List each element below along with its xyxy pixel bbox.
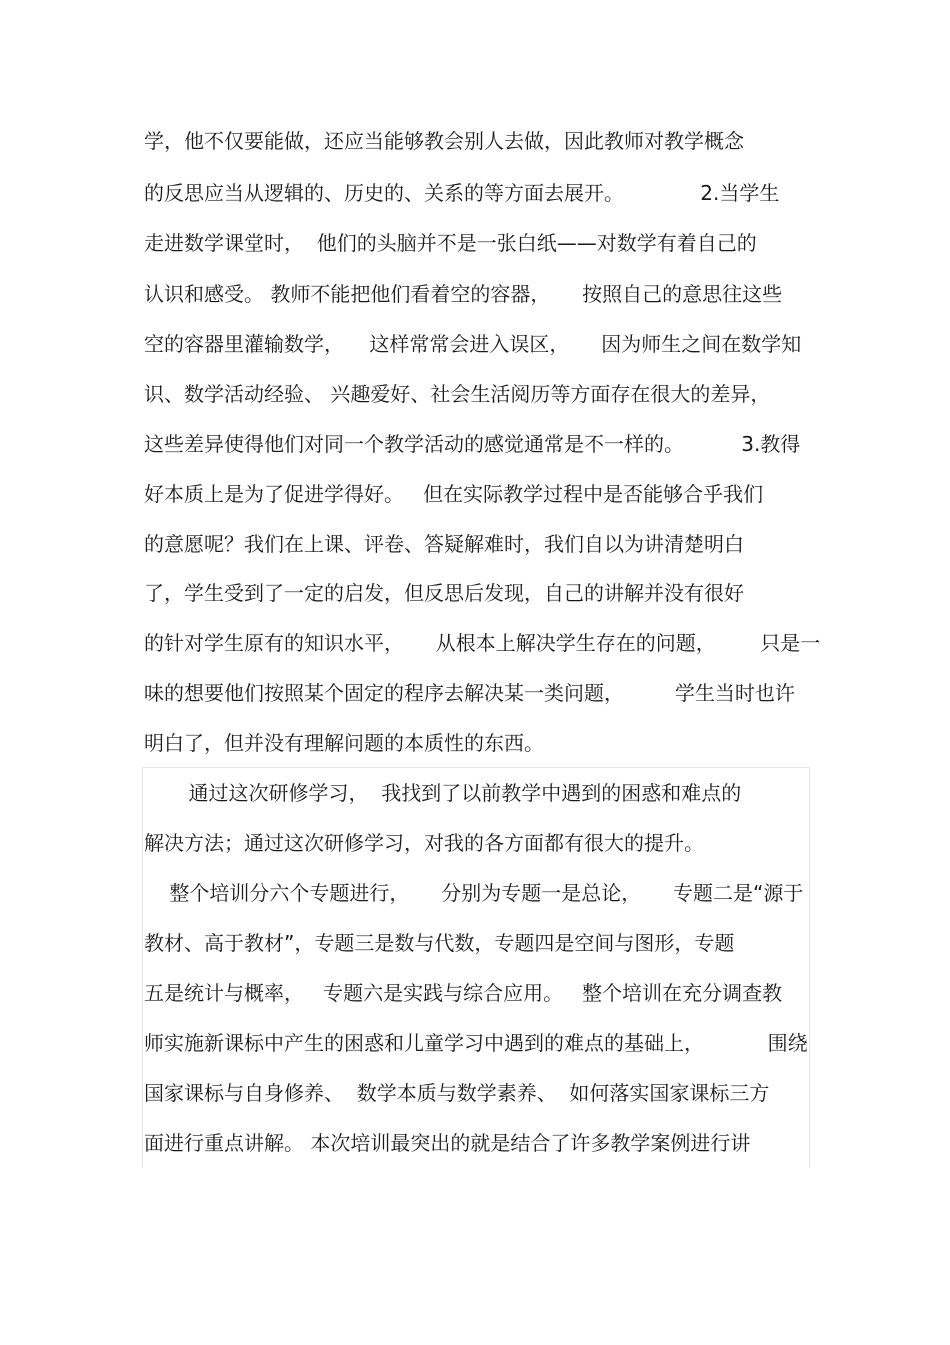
text-line: 好本质上是为了促进学得好。 但在实际教学过程中是否能够合乎我们 [144,482,764,506]
text-line: 的意愿呢？我们在上课、评卷、答疑解难时，我们自以为讲清楚明白 [144,532,744,556]
text-line: 识、数学活动经验、 兴趣爱好、社会生活阅历等方面存在很大的差异， [144,382,771,406]
text-line: 认识和感受。 教师不能把他们看着空的容器， 按照自己的意思往这些 [144,282,783,306]
text-line: 通过这次研修学习， 我找到了以前教学中遇到的困惑和难点的 [144,781,742,805]
text-line: 国家课标与自身修养、 数学本质与数学素养、 如何落实国家课标三方 [144,1081,770,1105]
text-line: 师实施新课标中产生的困惑和儿童学习中遇到的难点的基础上， 围绕 [144,1031,808,1055]
text-line: 了，学生受到了一定的启发，但反思后发现，自己的讲解并没有很好 [144,581,744,605]
text-line: 空的容器里灌输数学， 这样常常会进入误区， 因为师生之间在数学知 [144,332,802,356]
text-line: 的反思应当从逻辑的、历史的、关系的等方面去展开。 2.当学生 [144,181,780,205]
text-line: 解决方法；通过这次研修学习，对我的各方面都有很大的提升。 [144,831,704,855]
text-line: 五是统计与概率， 专题六是实践与综合应用。 整个培训在充分调查教 [144,981,783,1005]
text-line: 教材、高于教材”，专题三是数与代数，专题四是空间与图形，专题 [144,931,735,955]
text-line: 学，他不仅要能做，还应当能够教会别人去做，因此教师对教学概念 [144,129,744,153]
text-line: 面进行重点讲解。 本次培训最突出的就是结合了许多教学案例进行讲 [144,1131,751,1155]
text-line: 的针对学生原有的知识水平， 从根本上解决学生存在的问题， 只是一 [144,631,821,655]
text-line: 整个培训分六个专题进行， 分别为专题一是总论， 专题二是“源于 [144,881,804,905]
text-line: 明白了，但并没有理解问题的本质性的东西。 [144,731,544,755]
text-line: 味的想要他们按照某个固定的程序去解决某一类问题， 学生当时也许 [144,681,795,705]
text-line: 这些差异使得他们对同一个教学活动的感觉通常是不一样的。 3.教得 [144,432,801,456]
text-line: 走进数学课堂时， 他们的头脑并不是一张白纸——对数学有着自己的 [144,231,757,255]
